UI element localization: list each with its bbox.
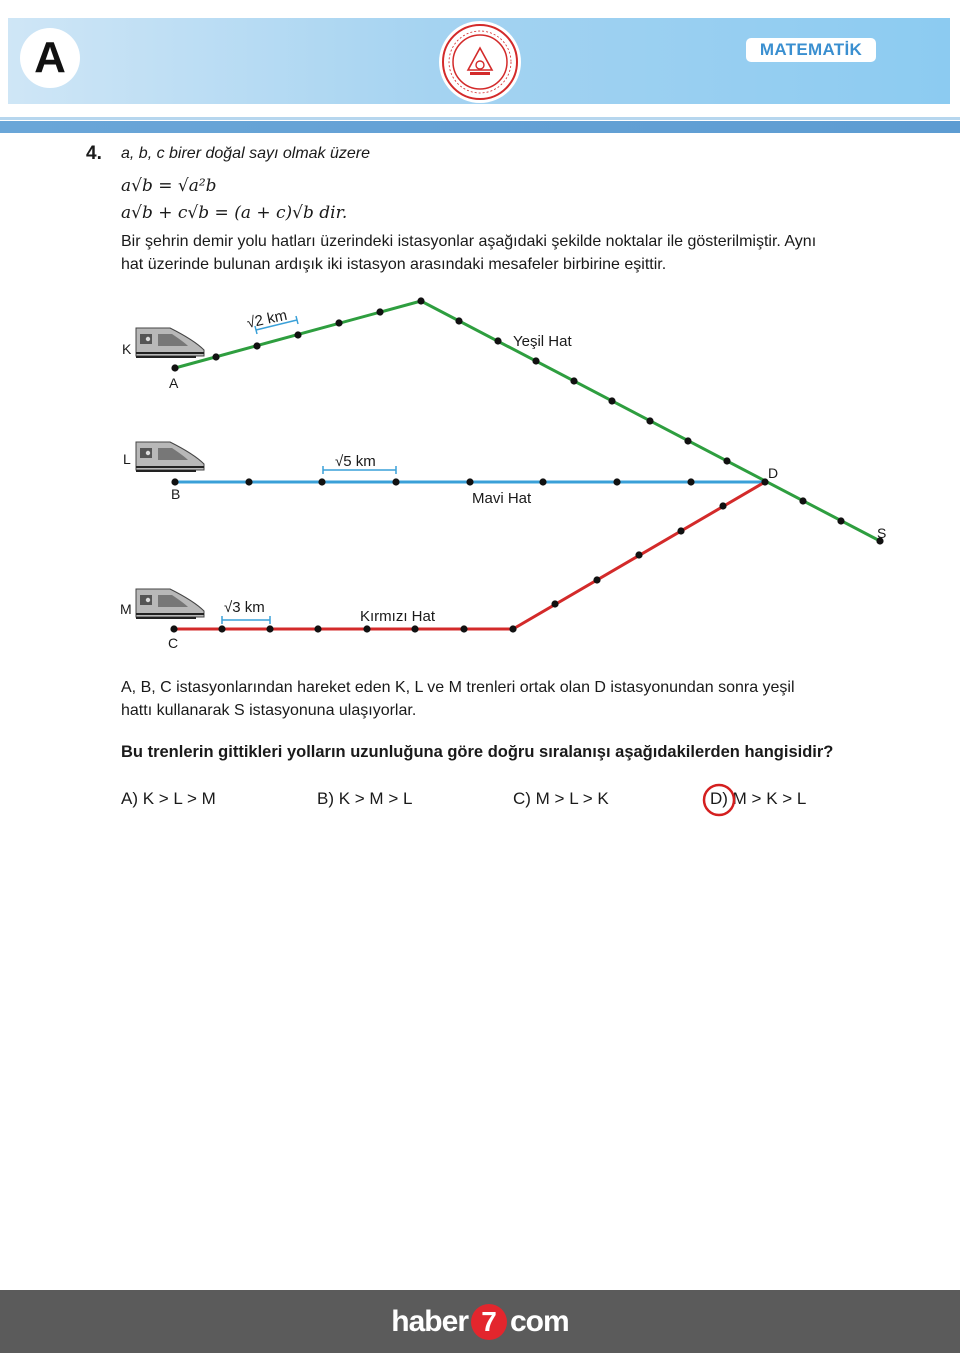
station-dot	[719, 502, 726, 509]
station-dot	[266, 625, 273, 632]
paragraph-line: hattı kullanarak S istasyonuna ulaşıyorlar.	[121, 702, 417, 719]
station-dot	[466, 478, 473, 485]
option-c[interactable]: C) M > L > K	[513, 789, 609, 808]
station-dot	[455, 317, 462, 324]
formula-1: a√b = √a²b	[121, 176, 217, 196]
train-label-l: L	[123, 451, 131, 467]
train-m-icon	[136, 589, 204, 619]
train-k-icon	[136, 328, 204, 358]
subject-label: MATEMATİK	[746, 38, 876, 62]
paragraph-line: A, B, C istasyonlarından hareket eden K, L ve M trenleri ortak olan D istasyonundan sonra yeşil	[121, 679, 795, 696]
haber7-logo[interactable]	[0, 1290, 960, 1353]
paragraph-line: Bir şehrin demir yolu hatları üzerindeki istasyonlar aşağıdaki şekilde noktalar ile gösterilmiştir. Aynı	[121, 233, 817, 250]
station-dot	[363, 625, 370, 632]
red-line-label: Kırmızı Hat	[360, 608, 436, 625]
station-dot	[294, 331, 301, 338]
station-dot	[171, 478, 178, 485]
logo-com: com	[510, 1304, 569, 1338]
blue-distance-label: √5 km	[335, 453, 376, 470]
paragraph-line: hat üzerinde bulunan ardışık iki istasyon arasındaki mesafeler birbirine eşittir.	[121, 256, 667, 273]
station-dot	[411, 625, 418, 632]
green-distance-label: √2 km	[245, 306, 289, 332]
question-intro: a, b, c birer doğal sayı olmak üzere	[121, 145, 371, 162]
red-distance-label: √3 km	[224, 599, 265, 616]
booklet-letter: A	[20, 28, 80, 88]
train-label-m: M	[120, 601, 132, 617]
formula-2: a√b + c√b = (a + c)√b dir.	[121, 203, 348, 223]
train-l-icon	[136, 442, 204, 472]
station-dot	[170, 625, 177, 632]
station-dot	[532, 357, 539, 364]
station-dot	[253, 342, 260, 349]
station-dot	[460, 625, 467, 632]
question-number: 4.	[86, 143, 102, 164]
answer-circle-mark	[700, 782, 740, 818]
question-prompt: Bu trenlerin gittikleri yolların uzunluğuna göre doğru sıralanışı aşağıdakilerden hangisidir?	[121, 743, 834, 761]
station-label-s: S	[877, 525, 887, 541]
option-b[interactable]: B) K > M > L	[317, 789, 413, 808]
footer	[0, 1290, 960, 1353]
green-line-label: Yeşil Hat	[513, 333, 572, 350]
station-dot	[684, 437, 691, 444]
station-dot	[218, 625, 225, 632]
station-label-a: A	[169, 375, 179, 391]
station-dot	[613, 478, 620, 485]
station-dot	[646, 417, 653, 424]
station-dot	[314, 625, 321, 632]
station-dot	[570, 377, 577, 384]
station-label-b: B	[171, 486, 181, 502]
station-dot	[677, 527, 684, 534]
station-dot	[837, 517, 844, 524]
station-dot	[551, 600, 558, 607]
station-dot	[608, 397, 615, 404]
station-dot	[509, 625, 516, 632]
station-dot	[335, 319, 342, 326]
station-dot	[245, 478, 252, 485]
logo-seven: 7	[471, 1304, 507, 1340]
station-label-d: D	[768, 465, 779, 481]
option-a[interactable]: A) K > L > M	[121, 789, 216, 808]
blue-line-label: Mavi Hat	[472, 490, 532, 507]
station-dot	[392, 478, 399, 485]
station-label-c: C	[168, 635, 179, 651]
station-dot	[799, 497, 806, 504]
station-dot	[635, 551, 642, 558]
station-dot	[376, 308, 383, 315]
logo-haber: haber	[391, 1304, 468, 1338]
station-dot	[593, 576, 600, 583]
station-dot	[539, 478, 546, 485]
station-dot	[723, 457, 730, 464]
station-dot	[417, 297, 424, 304]
station-dot	[171, 364, 178, 371]
station-dot	[687, 478, 694, 485]
option-d[interactable]: D) M > K > L	[710, 789, 807, 808]
red-distance-marker	[222, 616, 270, 624]
station-dot	[494, 337, 501, 344]
station-dot	[318, 478, 325, 485]
station-dot	[212, 353, 219, 360]
train-label-k: K	[122, 341, 132, 357]
